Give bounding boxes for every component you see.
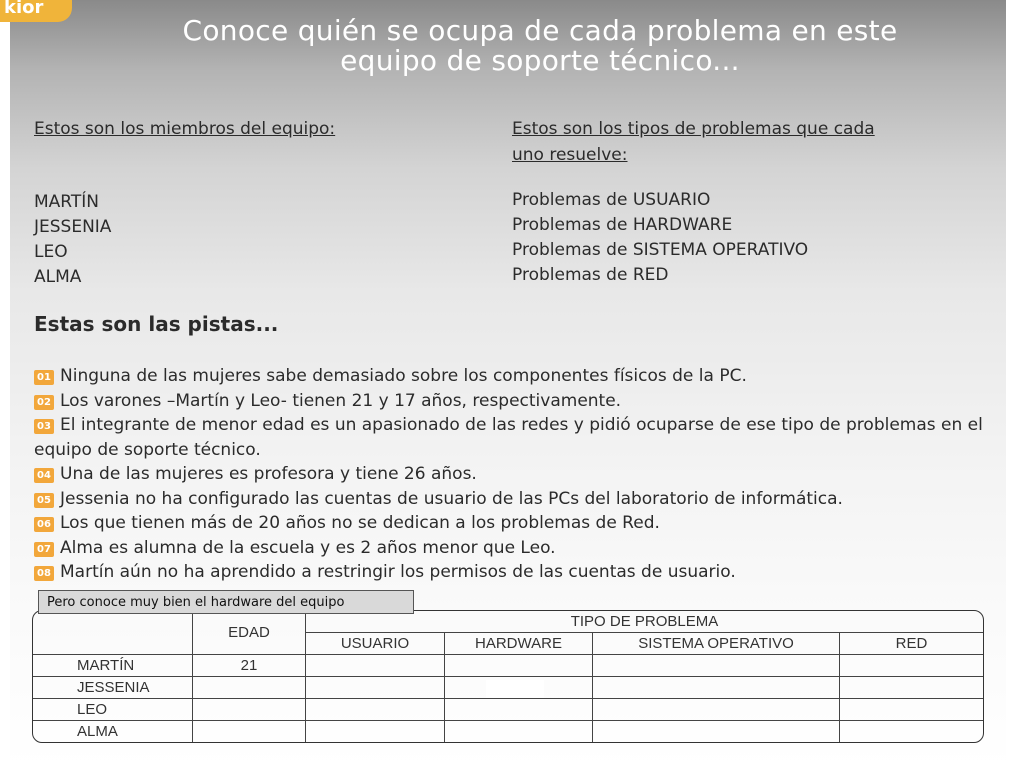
clue-item <box>34 413 994 462</box>
row-name: LEO <box>33 699 193 721</box>
usuario-cell[interactable] <box>306 721 445 742</box>
column-header-red: RED <box>840 633 983 655</box>
page-title <box>100 16 980 76</box>
clue-item <box>34 364 994 389</box>
members-list <box>34 190 111 290</box>
clue-item <box>34 511 994 536</box>
clue-item <box>34 389 994 414</box>
column-header-usuario: USUARIO <box>306 633 445 655</box>
member-item: LEO <box>34 242 68 262</box>
note-box: Pero conoce muy bien el hardware del equipo <box>38 590 414 614</box>
clue-text: Los que tienen más de 20 años no se dedican a los problemas de Red. <box>60 513 660 533</box>
column-header-hardware: HARDWARE <box>445 633 593 655</box>
problem-item: Problemas de RED <box>512 265 669 285</box>
edad-cell[interactable]: 21 <box>193 655 306 677</box>
table-row <box>33 655 983 677</box>
clue-number-badge: 04 <box>34 468 54 483</box>
sistema-operativo-cell[interactable] <box>593 699 840 721</box>
clue-number-badge: 01 <box>34 370 54 385</box>
usuario-cell[interactable] <box>306 677 445 699</box>
hardware-cell[interactable] <box>445 721 593 742</box>
red-cell[interactable] <box>840 721 983 742</box>
clues-list <box>34 364 994 585</box>
usuario-cell[interactable] <box>306 699 445 721</box>
hardware-cell[interactable] <box>445 655 593 677</box>
clue-text: Martín aún no ha aprendido a restringir los permisos de las cuentas de usuario. <box>60 562 736 582</box>
problem-item: Problemas de HARDWARE <box>512 215 733 235</box>
clue-text: Una de las mujeres es profesora y tiene 26 años. <box>60 464 477 484</box>
clue-text: Alma es alumna de la escuela y es 2 años menor que Leo. <box>60 537 556 558</box>
clue-item <box>34 462 994 487</box>
problem-item: Problemas de USUARIO <box>512 190 711 210</box>
clue-item <box>34 536 994 561</box>
clue-number-badge: 06 <box>34 517 54 532</box>
clue-text: Ninguna de las mujeres sabe demasiado sobre los componentes físicos de la PC. <box>60 366 747 386</box>
clue-item <box>34 487 994 512</box>
member-item: ALMA <box>34 267 82 287</box>
table-row <box>33 699 983 721</box>
edad-cell[interactable] <box>193 677 306 699</box>
red-cell[interactable] <box>840 677 983 699</box>
red-cell[interactable] <box>840 655 983 677</box>
clue-number-badge: 05 <box>34 493 54 508</box>
red-cell[interactable] <box>840 699 983 721</box>
edad-header: EDAD <box>193 611 306 655</box>
members-heading: Estos son los miembros del equipo: <box>34 119 336 139</box>
row-name: MARTÍN <box>33 655 193 677</box>
problems-heading-line-2: uno resuelve: <box>512 145 628 165</box>
clue-number-badge: 08 <box>34 566 54 581</box>
column-header-sistema-operativo: SISTEMA OPERATIVO <box>593 633 840 655</box>
clue-number-badge: 07 <box>34 542 54 557</box>
edad-cell[interactable] <box>193 699 306 721</box>
usuario-cell[interactable] <box>306 655 445 677</box>
member-item: JESSENIA <box>34 217 112 237</box>
logic-grid-table <box>32 610 984 743</box>
problems-list <box>512 188 808 288</box>
title-line-2: equipo de soporte técnico... <box>340 44 740 77</box>
sistema-operativo-cell[interactable] <box>593 677 840 699</box>
sistema-operativo-cell[interactable] <box>593 655 840 677</box>
clue-number-badge: 02 <box>34 395 54 410</box>
row-name: JESSENIA <box>33 677 193 699</box>
member-item: MARTÍN <box>34 192 99 212</box>
clue-text: El integrante de menor edad es un apasionado de las redes y pidió ocuparse de ese tipo de problemas en el equipo de soporte técnico. <box>34 415 983 460</box>
corner-tab: kior <box>0 0 72 22</box>
tipo-problema-header: TIPO DE PROBLEMA <box>306 611 983 633</box>
table-corner-cell <box>33 611 193 655</box>
problems-heading-line-1: Estos son los tipos de problemas que cada <box>512 119 875 139</box>
clue-text: Jessenia no ha configurado las cuentas de usuario de las PCs del laboratorio de informática. <box>60 488 843 509</box>
clue-text: Los varones –Martín y Leo- tienen 21 y 17 años, respectivamente. <box>60 390 622 411</box>
hardware-cell[interactable] <box>445 699 593 721</box>
problems-heading <box>512 116 875 168</box>
table-row <box>33 721 983 742</box>
row-name: ALMA <box>33 721 193 742</box>
title-line-1: Conoce quién se ocupa de cada problema en este <box>182 14 898 47</box>
edad-cell[interactable] <box>193 721 306 742</box>
clue-item <box>34 560 994 585</box>
clue-number-badge: 03 <box>34 419 54 434</box>
clues-heading: Estas son las pistas... <box>34 312 279 336</box>
sistema-operativo-cell[interactable] <box>593 721 840 742</box>
problem-item: Problemas de SISTEMA OPERATIVO <box>512 240 809 260</box>
white-patch <box>486 680 544 698</box>
